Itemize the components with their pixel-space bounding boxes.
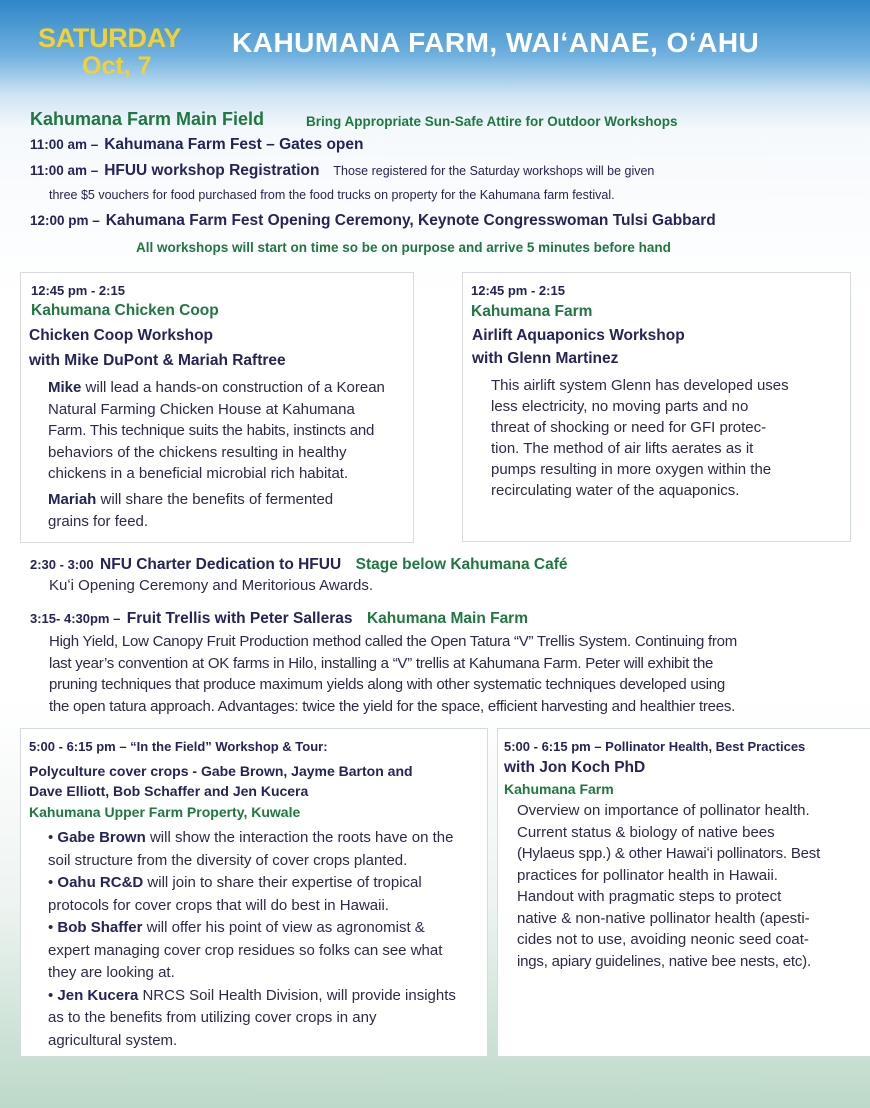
bullet-item: • Jen Kucera NRCS Soil Health Division, will provide insights bbox=[48, 986, 456, 1004]
charter-heading bbox=[30, 556, 568, 574]
session-time: 12:45 pm - 2:15 bbox=[31, 283, 125, 298]
session-presenters: with Mike DuPont & Mariah Raftree bbox=[29, 352, 286, 369]
item-note: Those registered for the Saturday workshops will be given bbox=[333, 164, 655, 178]
item-title: NFU Charter Dedication to HFUU bbox=[100, 556, 342, 573]
item-title: HFUU workshop Registration bbox=[104, 162, 320, 179]
session-title-line-1: Polyculture cover crops - Gabe Brown, Jayme Barton and bbox=[29, 763, 413, 779]
section-title: Kahumana Farm Main Field bbox=[30, 109, 265, 129]
session-time: 12:45 pm - 2:15 bbox=[471, 283, 565, 298]
session-location: Kahumana Farm bbox=[471, 303, 593, 320]
bullet-item: • Gabe Brown will show the interaction the roots have on the bbox=[48, 829, 454, 846]
session-location: Kahumana Chicken Coop bbox=[31, 302, 219, 319]
item-time: 3:15- 4:30pm – bbox=[30, 611, 121, 626]
cover-crops-box bbox=[20, 728, 488, 1057]
pollinator-box bbox=[497, 728, 870, 1057]
trellis-description: High Yield, Low Canopy Fruit Production method called the Open Tatura “V” Trellis System. Continuing from last year’s convention at OK farms in Hilo, installing a “V” trellis at Kahumana Farm. Peter will exhibit the pruning techniques that produce maximum yields along with other systematic techniques developed using the open tatura approach. Advantages: twice the yield for the space, efficient harvesting and healthier trees. bbox=[49, 633, 737, 715]
session-description-1: Mike will lead a hands-on construction of a Korean Natural Farming Chicken House at Kahumana Farm. This technique suits the habits, instincts and behaviors of the chickens resulting in healthy chickens in a beneficial microbial rich habitat. bbox=[48, 379, 385, 482]
item-title: Kahumana Farm Fest Opening Ceremony, Keynote Congresswoman Tulsi Gabbard bbox=[105, 212, 716, 229]
session-title: Chicken Coop Workshop bbox=[29, 327, 214, 344]
presenter-name: Mariah bbox=[48, 491, 97, 508]
session-title-line-2: Dave Elliott, Bob Schaffer and Jen Kucera bbox=[29, 783, 309, 799]
session-presenters: with Glenn Martinez bbox=[472, 350, 619, 367]
item-time: 11:00 am – bbox=[30, 137, 99, 152]
header-location: KAHUMANA FARM, WAIʻANAE, OʻAHU bbox=[232, 27, 760, 58]
session-time: 5:00 - 6:15 pm – Pollinator Health, Best Practices bbox=[504, 739, 806, 754]
item-note-continued: three $5 vouchers for food purchased from the food trucks on property for the Kahumana farm festival. bbox=[49, 188, 615, 202]
item-location: Stage below Kahumana Café bbox=[355, 556, 568, 573]
bullet-list: • Gabe Brown will show the interaction the roots have on the soil structure from the diversity of cover crops planted. • Oahu RC&D will join to share their expertise of tropical protocols for cover crops that will do best in Hawaii. • Bob Shaffer will offer his point of view as agronomist & expert managing cover crop residues so folks can see what they are looking at. • Jen Kucera NRCS Soil Health Division, will provide insights as to the benefits from utilizing cover crops in any agricultural system. bbox=[48, 827, 488, 1052]
header-day: SATURDAY bbox=[38, 23, 182, 53]
session-title: Airlift Aquaponics Workshop bbox=[472, 327, 685, 344]
item-time: 12:00 pm – bbox=[30, 213, 100, 228]
session-description-2: Mariah will share the benefits of fermented grains for feed. bbox=[48, 491, 334, 530]
section-note: Bring Appropriate Sun-Safe Attire for Outdoor Workshops bbox=[306, 114, 678, 129]
session-description: This airlift system Glenn has developed uses less electricity, no moving parts and no threat of shocking or need for GFI protec- tion. The method of air lifts aerates as it pumps resulting in more oxygen within the recirculating water of the aquaponics. bbox=[491, 377, 789, 499]
session-description: Overview on importance of pollinator health. Current status & biology of native bees (Hylaeus spp.) & other Hawaiʻi pollinators. Best practices for pollinator health in Hawaii. Handout with pragmatic steps to protect native & non-native pollinator health (apesti- cides not to use, avoiding neonic seed coat- ings, apiary guidelines, native bee nests, etc). bbox=[517, 802, 821, 970]
session-time: 5:00 - 6:15 pm – “In the Field” Workshop & Tour: bbox=[29, 739, 328, 754]
aquaponics-box bbox=[462, 272, 851, 542]
chicken-coop-box bbox=[20, 272, 414, 543]
item-title: Kahumana Farm Fest – Gates open bbox=[104, 136, 364, 153]
item-location: Kahumana Main Farm bbox=[366, 610, 528, 627]
trellis-heading bbox=[30, 610, 528, 628]
schedule-item-2 bbox=[30, 162, 654, 180]
session-presenter: with Jon Koch PhD bbox=[504, 759, 646, 776]
charter-description: Kuʻi Opening Ceremony and Meritorious Awards. bbox=[49, 577, 374, 594]
bullet-item: • Oahu RC&D will join to share their expertise of tropical bbox=[48, 874, 422, 891]
header-date: Oct, 7 bbox=[82, 52, 152, 80]
item-time: 2:30 - 3:00 bbox=[30, 557, 94, 572]
item-title: Fruit Trellis with Peter Salleras bbox=[126, 610, 353, 627]
reminder: All workshops will start on time so be on purpose and arrive 5 minutes before hand bbox=[136, 240, 671, 255]
schedule-item-3 bbox=[30, 212, 716, 230]
item-time: 11:00 am – bbox=[30, 163, 99, 178]
presenter-name: Mike bbox=[48, 379, 82, 396]
schedule-item-1 bbox=[30, 136, 363, 154]
session-location: Kahumana Farm bbox=[504, 781, 614, 797]
session-location: Kahumana Upper Farm Property, Kuwale bbox=[29, 804, 301, 820]
bullet-item: • Bob Shaffer will offer his point of view as agronomist & bbox=[48, 919, 425, 936]
